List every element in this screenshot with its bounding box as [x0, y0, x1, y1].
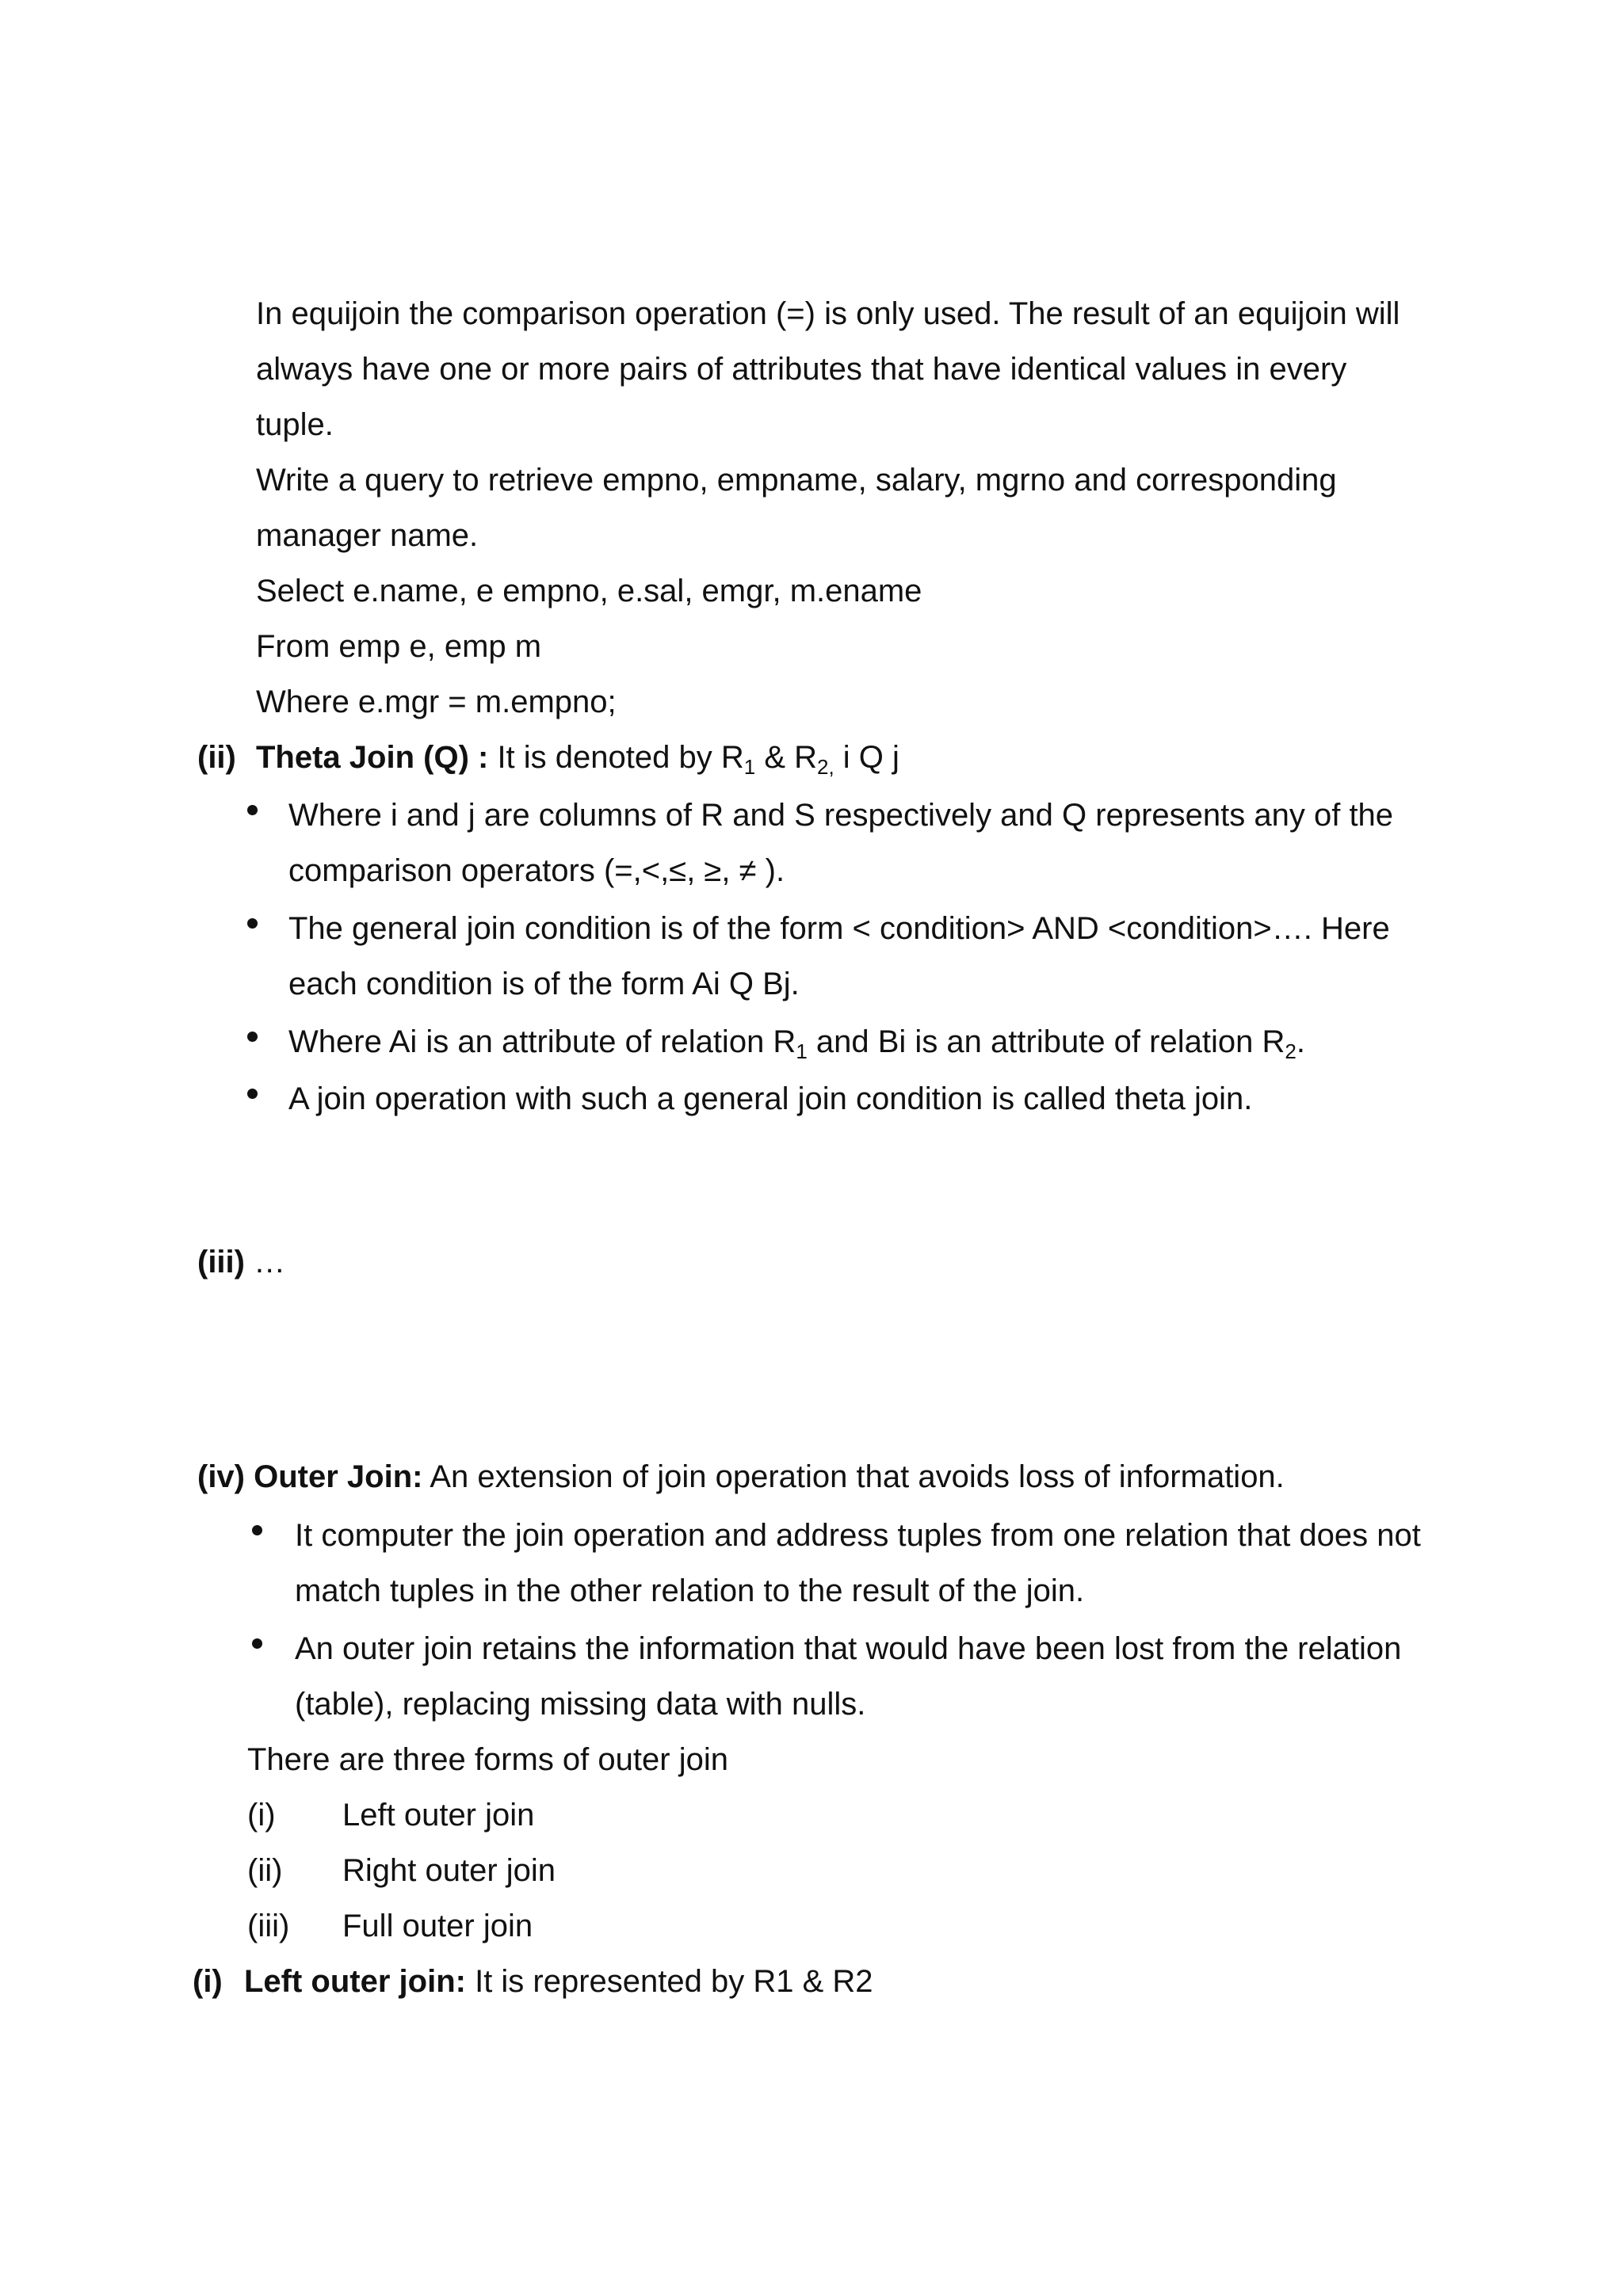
section-iii-number: (iii): [197, 1245, 245, 1280]
bullet-icon: [247, 918, 258, 929]
bullet-icon: [252, 1525, 262, 1535]
equijoin-line-2: always have one or more pairs of attributes that have identical values in every: [256, 352, 1347, 387]
theta-bullet-4: A join operation with such a general join condition is called theta join.: [288, 1081, 1253, 1116]
bullet-icon: [247, 1032, 258, 1042]
left-outer-title: Left outer join:: [244, 1964, 466, 1999]
query-prompt-line-2: manager name.: [256, 518, 479, 553]
theta-join-heading: [256, 730, 899, 785]
outer-form-1-label: Left outer join: [342, 1798, 535, 1833]
outer-form-2-number: (ii): [247, 1853, 283, 1888]
theta-sub-2: 2,: [817, 755, 834, 779]
outer-bullet-1-line-2: match tuples in the other relation to the result of the join.: [295, 1573, 1085, 1608]
theta-tail: i Q j: [834, 740, 899, 775]
outer-forms-intro: There are three forms of outer join: [247, 1742, 728, 1777]
theta-bullet-3-c: .: [1296, 1024, 1305, 1059]
theta-amp: & R: [755, 740, 817, 775]
outer-form-2-label: Right outer join: [342, 1853, 556, 1888]
left-outer-heading: [244, 1954, 873, 2009]
theta-sub-1: 1: [743, 755, 756, 779]
theta-bullet-3-a: Where Ai is an attribute of relation R: [288, 1024, 796, 1059]
theta-bullet-1-line-1: Where i and j are columns of R and S respectively and Q represents any of the: [288, 798, 1394, 833]
theta-bullet-2-line-1: The general join condition is of the form < condition> AND <condition>…. Here: [288, 911, 1390, 946]
sql-from-line: From emp e, emp m: [256, 629, 542, 664]
left-outer-text: It is represented by R1 & R2: [465, 1964, 873, 1999]
outer-bullet-2-line-2: (table), replacing missing data with nulls.: [295, 1687, 866, 1722]
theta-bullet-1-line-2: comparison operators (=,<,≤, ≥, ≠ ).: [288, 853, 785, 888]
sql-select-line: Select e.name, e empno, e.sal, emgr, m.ename: [256, 574, 922, 608]
outer-join-title: Outer Join:: [254, 1459, 423, 1494]
outer-form-3-label: Full outer join: [342, 1909, 533, 1943]
outer-bullet-2-line-1: An outer join retains the information that would have been lost from the relation: [295, 1631, 1402, 1666]
outer-join-intro: An extension of join operation that avoids loss of information.: [422, 1459, 1285, 1494]
outer-join-number: (iv): [197, 1459, 245, 1494]
equijoin-line-1: In equijoin the comparison operation (=) is only used. The result of an equijoin will: [256, 296, 1400, 331]
outer-form-3-number: (iii): [247, 1909, 290, 1943]
theta-bullet-3-sub-1: 1: [796, 1039, 808, 1063]
theta-bullet-3-b: and Bi is an attribute of relation R: [807, 1024, 1285, 1059]
section-iii-text: …: [244, 1245, 286, 1280]
theta-bullet-3: [288, 1014, 1305, 1070]
equijoin-line-3: tuple.: [256, 407, 334, 442]
outer-bullet-1-line-1: It computer the join operation and address tuples from one relation that does not: [295, 1518, 1421, 1553]
bullet-icon: [252, 1638, 262, 1649]
sql-where-line: Where e.mgr = m.empno;: [256, 685, 617, 719]
outer-form-1-number: (i): [247, 1798, 276, 1833]
theta-join-number: (ii): [197, 740, 236, 775]
outer-join-heading: [197, 1449, 1285, 1505]
left-outer-number: (i): [193, 1964, 223, 1999]
theta-bullet-3-sub-2: 2: [1285, 1039, 1296, 1063]
bullet-icon: [247, 805, 258, 815]
theta-join-title: Theta Join (Q) :: [256, 740, 489, 775]
section-iii: [197, 1234, 285, 1290]
theta-bullet-2-line-2: each condition is of the form Ai Q Bj.: [288, 967, 800, 1001]
query-prompt-line-1: Write a query to retrieve empno, empname, salary, mgrno and corresponding: [256, 463, 1337, 498]
theta-join-intro: It is denoted by R: [488, 740, 744, 775]
bullet-icon: [247, 1089, 258, 1099]
